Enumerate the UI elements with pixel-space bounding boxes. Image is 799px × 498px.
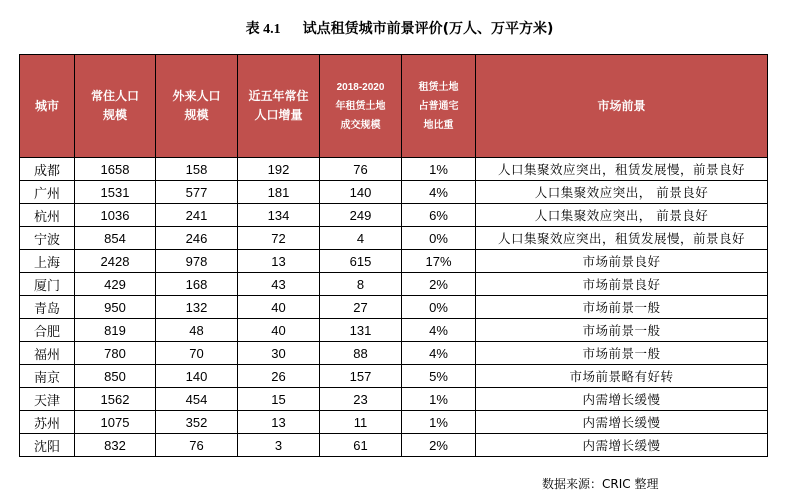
header-line: 租赁土地 — [418, 81, 459, 93]
market-prospect-cell: 市场前景略有好转 — [476, 365, 768, 388]
resident-population-cell: 1036 — [75, 204, 156, 227]
table-caption: 试点租赁城市前景评价(万人、万平方米) — [302, 21, 554, 37]
city-cell: 南京 — [20, 365, 75, 388]
population-growth-cell: 181 — [238, 181, 320, 204]
migrant-population-cell: 168 — [156, 273, 238, 296]
land-volume-cell: 8 — [320, 273, 402, 296]
header-population-growth — [238, 55, 320, 158]
city-cell: 上海 — [20, 250, 75, 273]
resident-population-cell: 1075 — [75, 411, 156, 434]
table-row — [20, 158, 768, 181]
migrant-population-cell: 454 — [156, 388, 238, 411]
table-row — [20, 296, 768, 319]
market-prospect-cell: 人口集聚效应突出， 前景良好 — [476, 181, 768, 204]
table-row — [20, 434, 768, 457]
market-prospect-cell: 市场前景一般 — [476, 319, 768, 342]
land-ratio-cell: 4% — [402, 342, 476, 365]
population-growth-cell: 72 — [238, 227, 320, 250]
land-ratio-cell: 1% — [402, 388, 476, 411]
population-growth-cell: 26 — [238, 365, 320, 388]
population-growth-cell: 40 — [238, 319, 320, 342]
land-volume-cell: 4 — [320, 227, 402, 250]
header-market-prospect — [476, 55, 768, 158]
market-prospect-cell: 市场前景一般 — [476, 342, 768, 365]
table-body — [20, 158, 768, 457]
resident-population-cell: 850 — [75, 365, 156, 388]
market-prospect-cell: 内需增长缓慢 — [476, 411, 768, 434]
migrant-population-cell: 158 — [156, 158, 238, 181]
table-row — [20, 319, 768, 342]
migrant-population-cell: 76 — [156, 434, 238, 457]
land-ratio-cell: 6% — [402, 204, 476, 227]
header-line: 外来人口 — [172, 89, 221, 103]
land-ratio-cell: 2% — [402, 434, 476, 457]
header-city — [20, 55, 75, 158]
migrant-population-cell: 241 — [156, 204, 238, 227]
header-line: 城市 — [34, 98, 59, 113]
table-number: 表 4.1 — [245, 22, 281, 37]
land-volume-cell: 61 — [320, 434, 402, 457]
land-ratio-cell: 0% — [402, 296, 476, 319]
header-line: 近五年常住 — [248, 89, 309, 103]
migrant-population-cell: 577 — [156, 181, 238, 204]
header-line: 人口增量 — [254, 108, 303, 122]
migrant-population-cell: 246 — [156, 227, 238, 250]
market-prospect-cell: 市场前景一般 — [476, 296, 768, 319]
land-ratio-cell: 17% — [402, 250, 476, 273]
table-row — [20, 250, 768, 273]
table-row — [20, 227, 768, 250]
header-line: 规模 — [102, 108, 127, 122]
land-ratio-cell: 2% — [402, 273, 476, 296]
land-volume-cell: 76 — [320, 158, 402, 181]
resident-population-cell: 854 — [75, 227, 156, 250]
migrant-population-cell: 132 — [156, 296, 238, 319]
market-prospect-cell: 市场前景良好 — [476, 273, 768, 296]
population-growth-cell: 43 — [238, 273, 320, 296]
header-line: 市场前景 — [597, 98, 646, 113]
land-ratio-cell: 1% — [402, 158, 476, 181]
table-title — [0, 18, 799, 38]
land-ratio-cell: 4% — [402, 181, 476, 204]
land-volume-cell: 249 — [320, 204, 402, 227]
header-land-ratio — [402, 55, 476, 158]
land-volume-cell: 140 — [320, 181, 402, 204]
population-growth-cell: 13 — [238, 411, 320, 434]
city-cell: 天津 — [20, 388, 75, 411]
land-ratio-cell: 1% — [402, 411, 476, 434]
population-growth-cell: 15 — [238, 388, 320, 411]
resident-population-cell: 429 — [75, 273, 156, 296]
land-volume-cell: 11 — [320, 411, 402, 434]
population-growth-cell: 30 — [238, 342, 320, 365]
land-ratio-cell: 5% — [402, 365, 476, 388]
migrant-population-cell: 70 — [156, 342, 238, 365]
migrant-population-cell: 978 — [156, 250, 238, 273]
city-cell: 苏州 — [20, 411, 75, 434]
city-cell: 沈阳 — [20, 434, 75, 457]
market-prospect-cell: 人口集聚效应突出，租赁发展慢，前景良好 — [476, 227, 768, 250]
city-cell: 厦门 — [20, 273, 75, 296]
migrant-population-cell: 352 — [156, 411, 238, 434]
header-line: 2018-2020 — [336, 81, 385, 93]
data-source-note: 数据来源：CRIC 整理 — [542, 477, 659, 491]
table-row — [20, 365, 768, 388]
header-resident-population — [75, 55, 156, 158]
resident-population-cell: 832 — [75, 434, 156, 457]
city-cell: 宁波 — [20, 227, 75, 250]
land-ratio-cell: 4% — [402, 319, 476, 342]
market-prospect-cell: 内需增长缓慢 — [476, 388, 768, 411]
resident-population-cell: 1658 — [75, 158, 156, 181]
population-growth-cell: 40 — [238, 296, 320, 319]
table-row — [20, 342, 768, 365]
population-growth-cell: 192 — [238, 158, 320, 181]
market-prospect-cell: 人口集聚效应突出，租赁发展慢，前景良好 — [476, 158, 768, 181]
land-ratio-cell: 0% — [402, 227, 476, 250]
table-row — [20, 411, 768, 434]
city-cell: 广州 — [20, 181, 75, 204]
resident-population-cell: 1531 — [75, 181, 156, 204]
land-volume-cell: 157 — [320, 365, 402, 388]
migrant-population-cell: 48 — [156, 319, 238, 342]
table-row — [20, 273, 768, 296]
city-cell: 杭州 — [20, 204, 75, 227]
header-line: 规模 — [184, 108, 209, 122]
market-prospect-cell: 人口集聚效应突出， 前景良好 — [476, 204, 768, 227]
header-migrant-population — [156, 55, 238, 158]
land-volume-cell: 27 — [320, 296, 402, 319]
population-growth-cell: 134 — [238, 204, 320, 227]
land-volume-cell: 23 — [320, 388, 402, 411]
header-line: 占普通宅 — [418, 100, 459, 112]
header-land-volume — [320, 55, 402, 158]
table-row — [20, 204, 768, 227]
market-prospect-cell: 内需增长缓慢 — [476, 434, 768, 457]
resident-population-cell: 2428 — [75, 250, 156, 273]
header-line: 年租赁土地 — [335, 100, 386, 112]
city-cell: 合肥 — [20, 319, 75, 342]
population-growth-cell: 3 — [238, 434, 320, 457]
header-line: 地比重 — [423, 119, 454, 131]
table-row — [20, 388, 768, 411]
city-cell: 青岛 — [20, 296, 75, 319]
header-line: 成交规模 — [340, 119, 381, 131]
city-cell: 成都 — [20, 158, 75, 181]
resident-population-cell: 780 — [75, 342, 156, 365]
land-volume-cell: 131 — [320, 319, 402, 342]
land-volume-cell: 88 — [320, 342, 402, 365]
resident-population-cell: 1562 — [75, 388, 156, 411]
city-cell: 福州 — [20, 342, 75, 365]
header-line: 常住人口 — [90, 89, 139, 103]
resident-population-cell: 819 — [75, 319, 156, 342]
resident-population-cell: 950 — [75, 296, 156, 319]
population-growth-cell: 13 — [238, 250, 320, 273]
market-prospect-cell: 市场前景良好 — [476, 250, 768, 273]
header-row — [20, 55, 768, 158]
table-row — [20, 181, 768, 204]
rental-city-table — [19, 54, 768, 457]
migrant-population-cell: 140 — [156, 365, 238, 388]
land-volume-cell: 615 — [320, 250, 402, 273]
